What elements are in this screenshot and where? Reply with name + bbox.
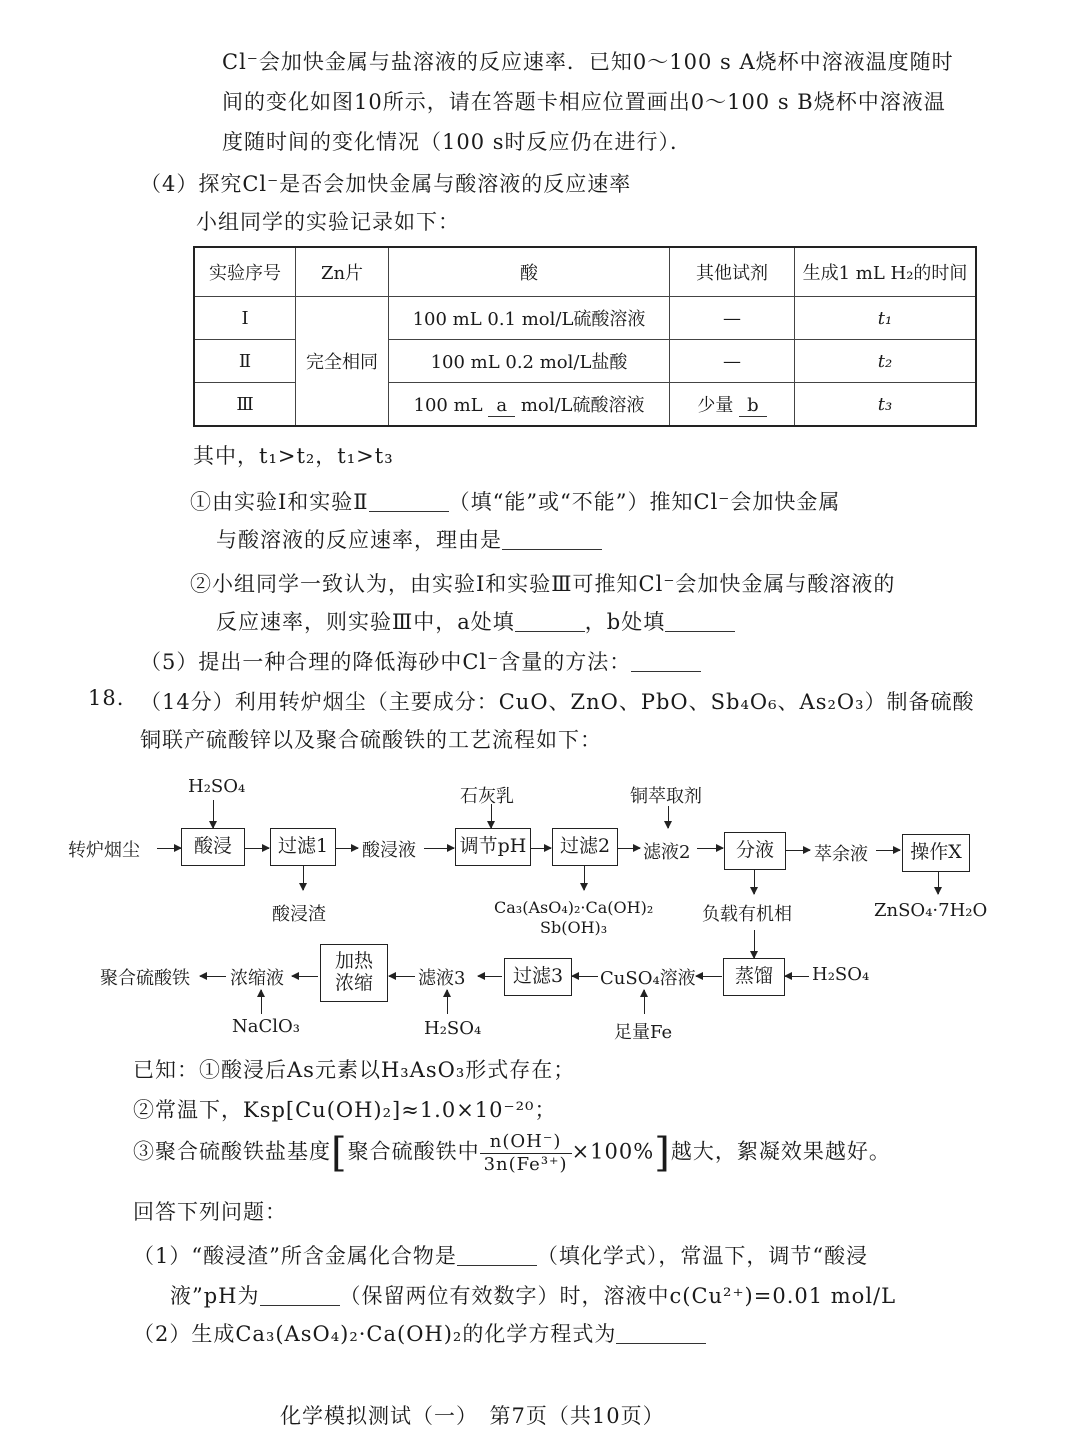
answer-q2 <box>133 1318 706 1348</box>
arrow-left-icon <box>785 976 809 977</box>
k3-suffix: 越大，絮凝效果越好。 <box>670 1139 891 1164</box>
header-zn: Zn片 <box>296 247 389 297</box>
arrow-down-icon <box>668 806 669 828</box>
flow-reagent-h2so4-3: H₂SO₄ <box>424 1018 482 1039</box>
experiment-table <box>193 246 977 427</box>
row-time: t₁ <box>795 297 977 340</box>
answer-blank-q1a[interactable] <box>457 1244 537 1266</box>
answer-q1-line1 <box>133 1240 868 1270</box>
flow-product-pfs: 聚合硫酸铁 <box>100 968 190 989</box>
k3-inner: 聚合硫酸铁中 <box>347 1139 480 1164</box>
q1-text-d: （保留两位有效数字）时，溶液中c(Cu²⁺)=0.01 mol/L <box>339 1284 897 1308</box>
arrow-down-icon <box>754 870 755 894</box>
answer-blank-q1b[interactable] <box>260 1284 340 1306</box>
intro-line-1: Cl⁻会加快金属与盐溶液的反应速率．已知0～100 s A烧杯中溶液温度随时 <box>222 50 954 74</box>
arrow-left-icon <box>478 976 502 977</box>
row-time: t₃ <box>795 383 977 427</box>
q5-text: （5）提出一种合理的降低海砂中Cl⁻含量的方法： <box>140 650 632 674</box>
row-other: — <box>670 340 795 383</box>
page-footer: 化学模拟测试（一） 第7页（共10页） <box>280 1404 665 1428</box>
arrow-left-icon <box>292 976 318 977</box>
flow-box-adjust-ph: 调节pH <box>455 828 531 866</box>
flow-product-znso4: ZnSO₄·7H₂O <box>874 900 988 921</box>
flow-reagent-h2so4: H₂SO₄ <box>188 776 246 797</box>
blank-b: b <box>739 395 767 417</box>
arrow-right-icon <box>531 848 551 849</box>
q4-condition: 其中，t₁>t₂，t₁>t₃ <box>193 444 394 468</box>
q18-line2: 铜联产硫酸锌以及聚合硫酸铁的工艺流程如下： <box>140 728 602 752</box>
intro-line-3: 度随时间的变化情况（100 s时反应仍在进行）． <box>222 130 693 154</box>
flow-residue1: 酸浸渣 <box>272 904 326 925</box>
flow-reagent-lime: 石灰乳 <box>460 786 514 807</box>
row-id: Ⅱ <box>194 340 296 383</box>
box-line-1: 加热 <box>334 950 373 973</box>
q5-line <box>140 646 701 676</box>
row-acid: 100 mL 0.2 mol/L盐酸 <box>389 340 670 383</box>
flow-reagent-fe: 足量Fe <box>614 1022 673 1043</box>
known-1: 已知：①酸浸后As元素以H₃AsO₃形式存在； <box>133 1058 576 1082</box>
q18-line1: （14分）利用转炉烟尘（主要成分：CuO、ZnO、PbO、Sb₄O₆、As₂O₃）制备硫酸 <box>140 690 975 714</box>
sub2-text-c: ，b处填 <box>584 610 666 634</box>
arrow-left-icon <box>572 976 598 977</box>
flow-box-operation-x: 操作X <box>902 834 970 872</box>
arrow-up-icon <box>447 990 448 1014</box>
row-other <box>670 383 795 427</box>
flow-precipitate2: Sb(OH)₃ <box>540 918 608 937</box>
flow-cuso4: CuSO₄溶液 <box>600 968 696 989</box>
flow-box-filter3: 过滤3 <box>504 958 572 996</box>
flow-raffinate: 萃余液 <box>814 844 868 865</box>
answer-blank-q2[interactable] <box>616 1322 706 1344</box>
answer-blank-a[interactable] <box>515 610 585 632</box>
q4-subtitle: 小组同学的实验记录如下： <box>196 210 460 234</box>
fraction-numerator: n(OH⁻) <box>480 1131 572 1154</box>
q1-text-c: 液”pH为 <box>170 1284 260 1308</box>
flow-box-acid-leach: 酸浸 <box>181 828 245 866</box>
q4-sub1-line2 <box>216 524 602 554</box>
table-row <box>194 297 976 340</box>
known-3 <box>133 1130 891 1176</box>
fraction-denominator: 3n(Fe³⁺) <box>483 1153 568 1175</box>
row-id: Ⅲ <box>194 383 296 427</box>
flow-reagent-naclo3: NaClO₃ <box>232 1016 300 1037</box>
q1-text-b: （填化学式），常温下，调节“酸浸 <box>536 1244 869 1268</box>
flow-precipitate1: Ca₃(AsO₄)₂·Ca(OH)₂ <box>494 898 654 917</box>
q1-text-a: （1）“酸浸渣”所含金属化合物是 <box>133 1244 457 1268</box>
header-id: 实验序号 <box>194 247 296 297</box>
arrow-left-icon <box>389 976 415 977</box>
arrow-down-icon <box>584 866 585 890</box>
answer-blank-1[interactable] <box>369 490 449 512</box>
answer-intro: 回答下列问题： <box>133 1200 287 1224</box>
fraction <box>480 1131 572 1175</box>
sub2-text-b: 反应速率，则实验Ⅲ中，a处填 <box>216 610 515 634</box>
known-2: ②常温下，Ksp[Cu(OH)₂]≈1.0×10⁻²⁰； <box>133 1098 557 1122</box>
flow-box-separate: 分液 <box>724 832 786 870</box>
arrow-right-icon <box>157 848 181 849</box>
k3-prefix: ③聚合硫酸铁盐基度 <box>133 1139 331 1164</box>
answer-q1-line2 <box>170 1280 896 1310</box>
arrow-right-icon <box>245 848 269 849</box>
answer-blank-b[interactable] <box>665 610 735 632</box>
table-header-row <box>194 247 976 297</box>
right-bracket: ] <box>654 1130 671 1176</box>
q4-sub1-line1 <box>190 486 840 516</box>
q2-text: （2）生成Ca₃(AsO₄)₂·Ca(OH)₂的化学方程式为 <box>133 1322 617 1346</box>
flow-box-filter2: 过滤2 <box>552 828 618 866</box>
intro-line-2: 间的变化如图10所示，请在答题卡相应位置画出0～100 s B烧杯中溶液温 <box>222 90 946 114</box>
header-time: 生成1 mL H₂的时间 <box>795 247 977 297</box>
q4-title: （4）探究Cl⁻是否会加快金属与酸溶液的反应速率 <box>140 172 632 196</box>
answer-blank-5[interactable] <box>631 650 701 672</box>
arrow-down-icon <box>754 930 755 958</box>
arrow-right-icon <box>336 848 358 849</box>
flow-liquid1: 酸浸液 <box>362 840 416 861</box>
flow-start: 转炉烟尘 <box>68 840 140 861</box>
header-other: 其他试剂 <box>670 247 795 297</box>
flow-liquid3: 滤液3 <box>418 968 466 989</box>
arrow-right-icon <box>697 848 723 849</box>
arrow-right-icon <box>424 848 454 849</box>
box-line-2: 浓缩 <box>334 972 373 994</box>
arrow-down-icon <box>491 804 492 828</box>
answer-blank-2[interactable] <box>502 528 602 550</box>
row-acid <box>389 383 670 427</box>
arrow-right-icon <box>618 848 640 849</box>
arrow-down-icon <box>938 872 939 894</box>
flow-box-filter1: 过滤1 <box>270 828 336 866</box>
flow-liquid2: 滤液2 <box>643 842 691 863</box>
sub1-text-c: 与酸溶液的反应速率，理由是 <box>216 528 502 552</box>
row-id: Ⅰ <box>194 297 296 340</box>
flow-reagent-extractant: 铜萃取剂 <box>630 786 702 807</box>
acid-suffix: mol/L硫酸溶液 <box>520 395 645 416</box>
arrow-right-icon <box>786 850 810 851</box>
q18-number: 18. <box>88 686 125 710</box>
arrow-right-icon <box>876 850 900 851</box>
flow-concentrate: 浓缩液 <box>230 968 284 989</box>
arrow-down-icon <box>213 800 214 828</box>
flow-box-heat-concentrate <box>320 944 388 1002</box>
header-acid: 酸 <box>389 247 670 297</box>
arrow-up-icon <box>261 990 262 1014</box>
acid-prefix: 100 mL <box>413 395 483 416</box>
row-time: t₂ <box>795 340 977 383</box>
left-bracket: [ <box>331 1130 348 1176</box>
arrow-up-icon <box>644 990 645 1014</box>
row-other: — <box>670 297 795 340</box>
flow-reagent-h2so4-2: H₂SO₄ <box>812 964 870 985</box>
arrow-down-icon <box>303 866 304 890</box>
arrow-left-icon <box>696 976 722 977</box>
blank-a: a <box>488 395 515 417</box>
flow-box-distill: 蒸馏 <box>723 958 785 996</box>
other-prefix: 少量 <box>697 395 734 416</box>
q4-sub2-line2 <box>216 606 735 636</box>
sub1-text-a: ①由实验Ⅰ和实验Ⅱ <box>190 490 369 514</box>
q4-sub2-line1: ②小组同学一致认为，由实验Ⅰ和实验Ⅲ可推知Cl⁻会加快金属与酸溶液的 <box>190 572 896 596</box>
row-acid: 100 mL 0.1 mol/L硫酸溶液 <box>389 297 670 340</box>
sub1-text-b: （填“能”或“不能”）推知Cl⁻会加快金属 <box>448 490 841 514</box>
flow-organic-phase: 负载有机相 <box>702 904 792 925</box>
zn-merged-cell: 完全相同 <box>296 297 389 427</box>
k3-mult: ×100% <box>571 1139 655 1164</box>
arrow-left-icon <box>200 976 226 977</box>
